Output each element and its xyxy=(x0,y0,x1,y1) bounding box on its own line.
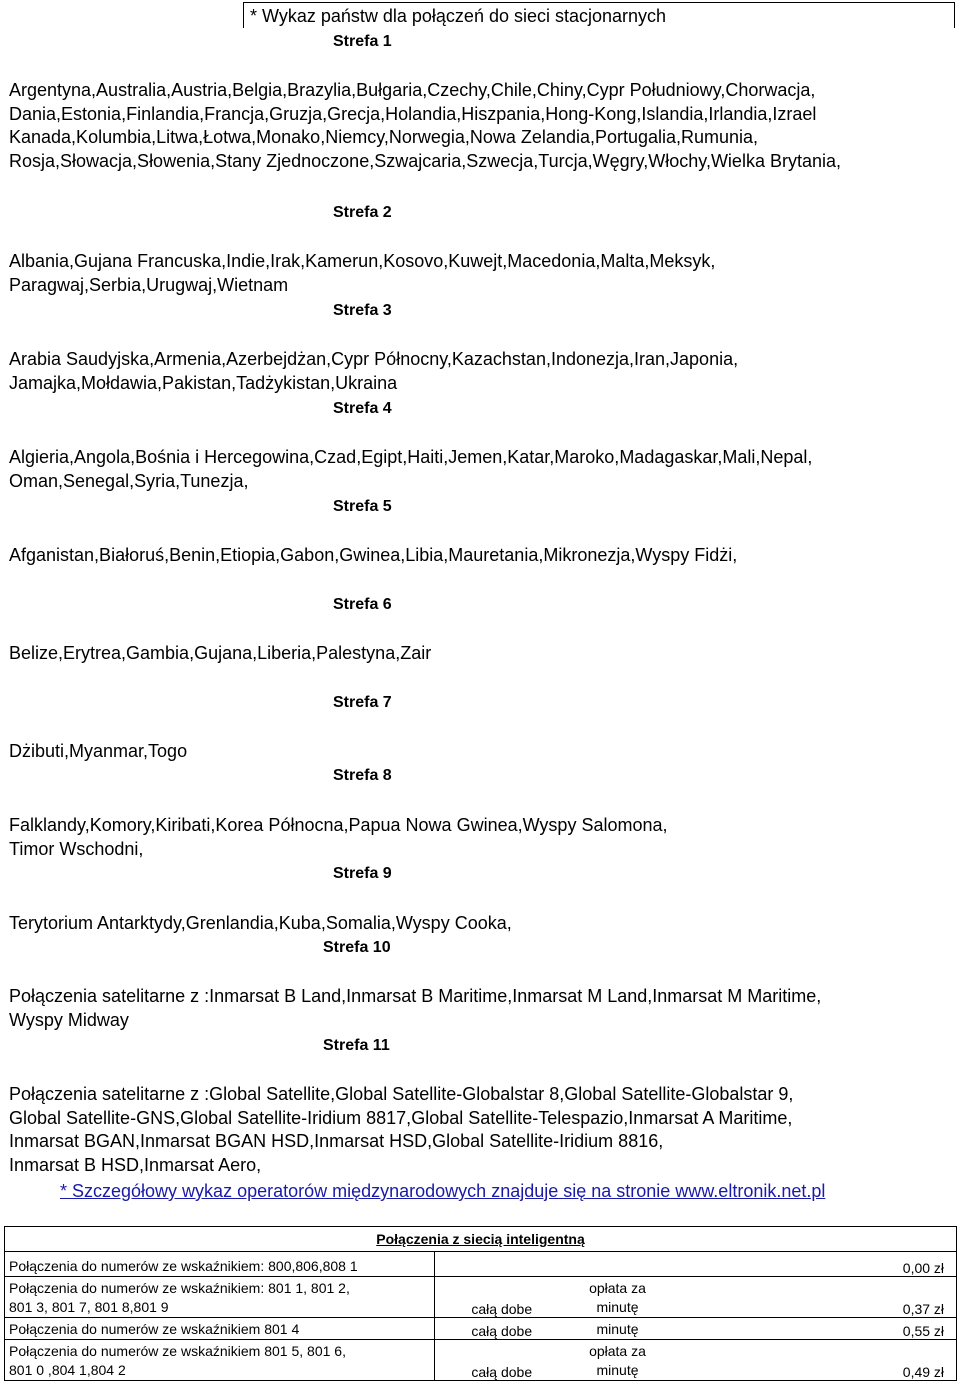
fee-price: 0,00 zł xyxy=(783,1252,957,1277)
zone-title: Strefa 7 xyxy=(333,694,392,711)
zone-title: Strefa 3 xyxy=(333,302,392,319)
fee-when xyxy=(435,1252,569,1277)
zone-line: Jamajka,Mołdawia,Pakistan,Tadżykistan,Ukraina xyxy=(9,372,398,393)
zone-title: Strefa 2 xyxy=(333,204,392,221)
fee-when: całą dobe xyxy=(435,1340,569,1381)
zone-title: Strefa 6 xyxy=(333,596,392,613)
fee-price: 0,55 zł xyxy=(783,1318,957,1340)
zone-line: Kanada,Kolumbia,Litwa,Łotwa,Monako,Niemcy,Norwegia,Nowa Zelandia,Portugalia,Rumunia, xyxy=(9,127,759,147)
fee-description: Połączenia do numerów ze wskaźnikiem: 801 1, 801 2, 801 3, 801 7, 801 8,801 9 xyxy=(5,1277,435,1318)
fee-spacer xyxy=(667,1340,783,1381)
operators-link[interactable]: * Szczegółowy wykaz operatorów międzynarodowych znajduje się na stronie www.eltronik.net.pl xyxy=(60,1181,826,1201)
zone-countries xyxy=(9,642,954,666)
zone-line: Terytorium Antarktydy,Grenlandia,Kuba,Somalia,Wyspy Cooka, xyxy=(9,913,512,933)
zone-title: Strefa 8 xyxy=(333,767,392,784)
table-row xyxy=(5,1340,957,1381)
zone-line: Dżibuti,Myanmar,Togo xyxy=(9,741,188,761)
zone-line: Inmarsat BGAN,Inmarsat BGAN HSD,Inmarsat HSD,Global Satellite-Iridium 8816, xyxy=(9,1131,664,1151)
fee-description: Połączenia do numerów ze wskaźnikiem 801 5, 801 6, 801 0 ,804 1,804 2 xyxy=(5,1340,435,1381)
zone-line: Timor Wschodni, xyxy=(9,838,144,859)
fee-unit: opłata za minutę xyxy=(569,1340,667,1381)
zone-line: Arabia Saudyjska,Armenia,Azerbejdżan,Cypr Północny,Kazachstan,Indonezja,Iran,Japonia, xyxy=(9,349,739,369)
table-row xyxy=(5,1318,957,1340)
zone-line: Inmarsat B HSD,Inmarsat Aero, xyxy=(9,1154,262,1175)
zone-line: Połączenia satelitarne z :Global Satellite,Global Satellite-Globalstar 8,Global Satellite-Globalstar 9, xyxy=(9,1084,794,1104)
fee-spacer xyxy=(667,1252,783,1277)
fee-unit: minutę xyxy=(569,1318,667,1340)
zone-line: Oman,Senegal,Syria,Tunezja, xyxy=(9,470,249,491)
zone-countries xyxy=(9,446,954,493)
zone-countries xyxy=(9,740,954,764)
zone-title: Strefa 10 xyxy=(323,939,391,956)
fee-spacer xyxy=(667,1277,783,1318)
zone-line: Połączenia satelitarne z :Inmarsat B Land,Inmarsat B Maritime,Inmarsat M Land,Inmarsat M Maritime, xyxy=(9,986,822,1006)
table-row xyxy=(5,1277,957,1318)
zone-line: Rosja,Słowacja,Słowenia,Stany Zjednoczone,Szwajcaria,Szwecja,Turcja,Węgry,Włochy,Wielka Brytania, xyxy=(9,150,841,171)
fee-unit: opłata za minutę xyxy=(569,1277,667,1318)
zone-line: Argentyna,Australia,Austria,Belgia,Brazylia,Bułgaria,Czechy,Chile,Chiny,Cypr Południowy,Chorwacja, xyxy=(9,80,816,100)
fee-description: Połączenia do numerów ze wskaźnikiem 801 4 xyxy=(5,1318,435,1340)
zone-title: Strefa 4 xyxy=(333,400,392,417)
fees-table-header: Połączenia z siecią inteligentną xyxy=(5,1227,957,1252)
zone-countries xyxy=(9,544,954,568)
zone-line: Wyspy Midway xyxy=(9,1009,129,1030)
zone-countries xyxy=(9,985,954,1032)
fee-spacer xyxy=(667,1318,783,1340)
zone-countries xyxy=(9,79,954,173)
fee-price: 0,37 zł xyxy=(783,1277,957,1318)
zone-countries xyxy=(9,912,954,936)
zone-title: Strefa 1 xyxy=(333,33,392,50)
zone-line: Algieria,Angola,Bośnia i Hercegowina,Czad,Egipt,Haiti,Jemen,Katar,Maroko,Madagaskar,Mali,Nepal, xyxy=(9,447,813,467)
page-title: * Wykaz państw dla połączeń do sieci stacjonarnych xyxy=(243,2,955,28)
zone-line: Afganistan,Białoruś,Benin,Etiopia,Gabon,Gwinea,Libia,Mauretania,Mikronezja,Wyspy Fidżi, xyxy=(9,545,738,565)
zone-countries xyxy=(9,250,954,297)
fee-when: całą dobe xyxy=(435,1277,569,1318)
table-row xyxy=(5,1252,957,1277)
zone-countries xyxy=(9,814,954,861)
fee-description: Połączenia do numerów ze wskaźnikiem: 800,806,808 1 xyxy=(5,1252,435,1277)
zone-line: Albania,Gujana Francuska,Indie,Irak,Kamerun,Kosovo,Kuwejt,Macedonia,Malta,Meksyk, xyxy=(9,251,716,271)
zone-line: Falklandy,Komory,Kiribati,Korea Północna,Papua Nowa Gwinea,Wyspy Salomona, xyxy=(9,815,668,835)
zone-line: Dania,Estonia,Finlandia,Francja,Gruzja,Grecja,Holandia,Hiszpania,Hong-Kong,Islandia,Irlandia,Izrael xyxy=(9,103,817,124)
zone-countries xyxy=(9,348,954,395)
zone-title: Strefa 9 xyxy=(333,865,392,882)
fee-when: całą dobe xyxy=(435,1318,569,1340)
zone-title: Strefa 11 xyxy=(323,1037,390,1054)
zone-line: Paragwaj,Serbia,Urugwaj,Wietnam xyxy=(9,274,289,295)
fee-price: 0,49 zł xyxy=(783,1340,957,1381)
zone-title: Strefa 5 xyxy=(333,498,392,515)
fees-table xyxy=(4,1226,957,1381)
zone-line: Belize,Erytrea,Gambia,Gujana,Liberia,Palestyna,Zair xyxy=(9,643,432,663)
zone-line: Global Satellite-GNS,Global Satellite-Iridium 8817,Global Satellite-Telespazio,Inmarsat A Maritime, xyxy=(9,1107,793,1128)
fee-unit xyxy=(569,1252,667,1277)
zone-countries xyxy=(9,1083,954,1177)
